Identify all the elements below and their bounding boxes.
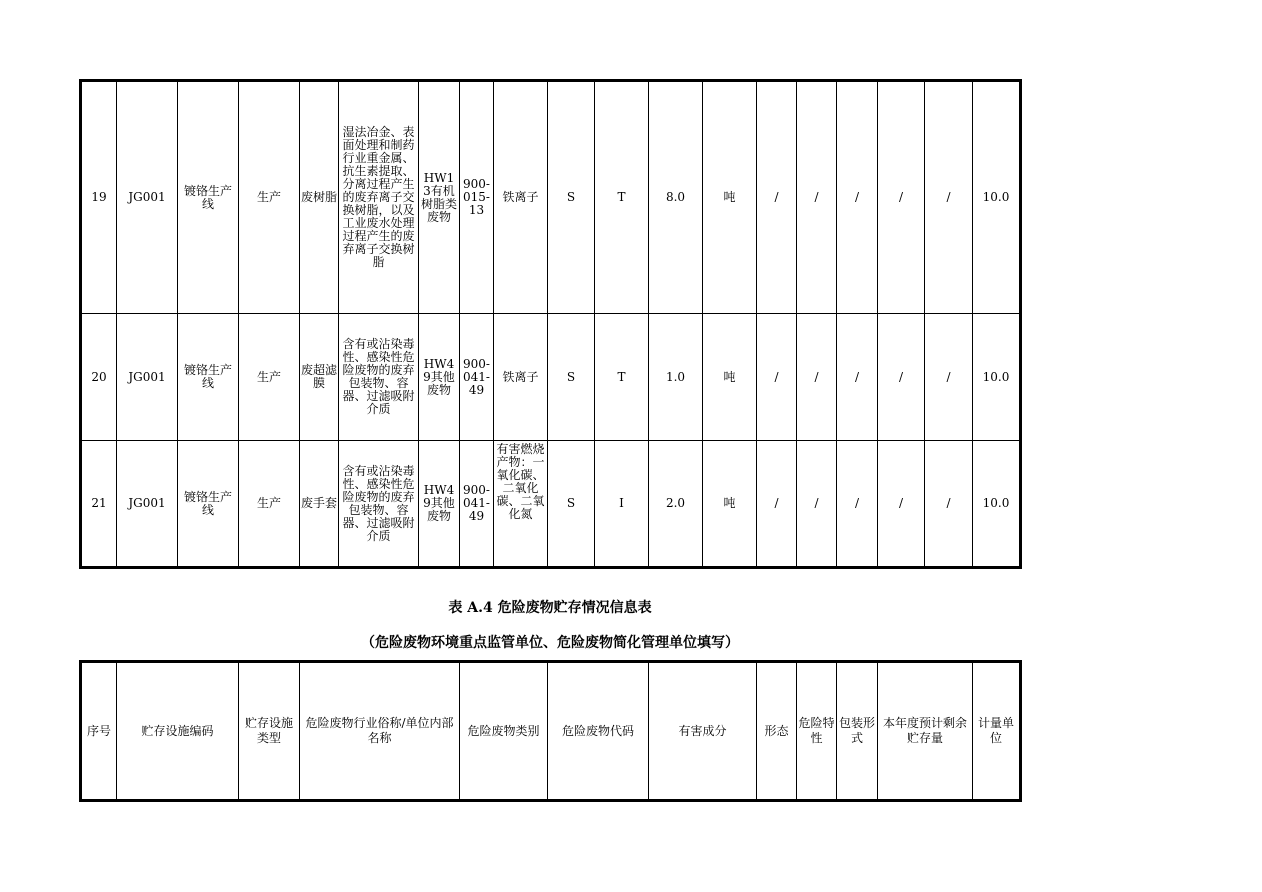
process-cell: 生产 bbox=[239, 81, 300, 314]
slash-cell: / bbox=[925, 314, 973, 441]
waste-category-cell: HW49其他废物 bbox=[419, 314, 460, 441]
hazard-characteristic-cell: T bbox=[595, 81, 649, 314]
production-line-cell: 镀铬生产线 bbox=[178, 81, 239, 314]
process-cell: 生产 bbox=[239, 314, 300, 441]
form-cell: S bbox=[548, 81, 595, 314]
capacity-cell: 10.0 bbox=[973, 81, 1021, 314]
header-hazard-characteristic: 危险特性 bbox=[797, 662, 837, 801]
header-waste-name: 危险废物行业俗称/单位内部名称 bbox=[300, 662, 460, 801]
capacity-cell: 10.0 bbox=[973, 441, 1021, 568]
form-cell: S bbox=[548, 441, 595, 568]
waste-code-cell: 900-015-13 bbox=[460, 81, 494, 314]
header-form: 形态 bbox=[757, 662, 797, 801]
process-cell: 生产 bbox=[239, 441, 300, 568]
header-row bbox=[81, 662, 1021, 801]
hazardous-component-cell: 铁离子 bbox=[494, 314, 548, 441]
waste-name-cell: 废超滤膜 bbox=[300, 314, 339, 441]
slash-cell: / bbox=[797, 81, 837, 314]
capacity-cell: 10.0 bbox=[973, 314, 1021, 441]
amount-cell: 1.0 bbox=[649, 314, 703, 441]
header-remaining-storage: 本年度预计剩余贮存量 bbox=[878, 662, 973, 801]
waste-category-cell: HW49其他废物 bbox=[419, 441, 460, 568]
hazard-characteristic-cell: I bbox=[595, 441, 649, 568]
slash-cell: / bbox=[757, 314, 797, 441]
table-subtitle: （危险废物环境重点监管单位、危险废物简化管理单位填写） bbox=[361, 635, 739, 651]
slash-cell: / bbox=[757, 81, 797, 314]
amount-cell: 2.0 bbox=[649, 441, 703, 568]
header-facility-code: 贮存设施编码 bbox=[117, 662, 239, 801]
waste-code-cell: 900-041-49 bbox=[460, 314, 494, 441]
slash-cell: / bbox=[878, 441, 925, 568]
slash-cell: / bbox=[757, 441, 797, 568]
waste-name-cell: 废手套 bbox=[300, 441, 339, 568]
slash-cell: / bbox=[837, 441, 878, 568]
table-row bbox=[81, 314, 1021, 441]
unit-cell: 吨 bbox=[703, 81, 757, 314]
amount-cell: 8.0 bbox=[649, 81, 703, 314]
slash-cell: / bbox=[837, 81, 878, 314]
header-facility-type: 贮存设施类型 bbox=[239, 662, 300, 801]
header-waste-code: 危险废物代码 bbox=[548, 662, 649, 801]
hazardous-component-cell: 铁离子 bbox=[494, 81, 548, 314]
source-description-cell: 湿法冶金、表面处理和制药行业重金属、抗生素提取、分离过程产生的废弃离子交换树脂，以及工业废水处理过程产生的废弃离子交换树脂 bbox=[339, 81, 419, 314]
unit-cell: 吨 bbox=[703, 441, 757, 568]
header-package-form: 包装形式 bbox=[837, 662, 878, 801]
hazardous-component-text: 有害燃烧产物：一氧化碳、二氧化碳、二氧化氮 bbox=[496, 443, 545, 521]
slash-cell: / bbox=[797, 441, 837, 568]
hazardous-component-cell bbox=[494, 441, 548, 568]
slash-cell: / bbox=[878, 314, 925, 441]
table-title: 表 A.4 危险废物贮存情况信息表 bbox=[448, 600, 652, 616]
seq-cell: 19 bbox=[81, 81, 117, 314]
header-hazardous-component: 有害成分 bbox=[649, 662, 757, 801]
hazard-characteristic-cell: T bbox=[595, 314, 649, 441]
waste-category-cell: HW13有机树脂类废物 bbox=[419, 81, 460, 314]
facility-code-cell: JG001 bbox=[117, 314, 178, 441]
slash-cell: / bbox=[837, 314, 878, 441]
slash-cell: / bbox=[878, 81, 925, 314]
source-description-cell: 含有或沾染毒性、感染性危险废物的废弃包装物、容器、过滤吸附介质 bbox=[339, 441, 419, 568]
form-cell: S bbox=[548, 314, 595, 441]
waste-name-cell: 废树脂 bbox=[300, 81, 339, 314]
slash-cell: / bbox=[925, 81, 973, 314]
unit-cell: 吨 bbox=[703, 314, 757, 441]
facility-code-cell: JG001 bbox=[117, 441, 178, 568]
table-row bbox=[81, 81, 1021, 314]
slash-cell: / bbox=[797, 314, 837, 441]
header-unit: 计量单位 bbox=[973, 662, 1021, 801]
facility-code-cell: JG001 bbox=[117, 81, 178, 314]
production-line-cell: 镀铬生产线 bbox=[178, 314, 239, 441]
waste-code-cell: 900-041-49 bbox=[460, 441, 494, 568]
header-seq: 序号 bbox=[81, 662, 117, 801]
table-row bbox=[81, 441, 1021, 568]
header-waste-category: 危险废物类别 bbox=[460, 662, 548, 801]
seq-cell: 20 bbox=[81, 314, 117, 441]
production-line-cell: 镀铬生产线 bbox=[178, 441, 239, 568]
source-description-cell: 含有或沾染毒性、感染性危险废物的废弃包装物、容器、过滤吸附介质 bbox=[339, 314, 419, 441]
hazardous-waste-storage-table bbox=[79, 660, 1022, 802]
seq-cell: 21 bbox=[81, 441, 117, 568]
hazardous-waste-generation-table bbox=[79, 79, 1022, 569]
slash-cell: / bbox=[925, 441, 973, 568]
